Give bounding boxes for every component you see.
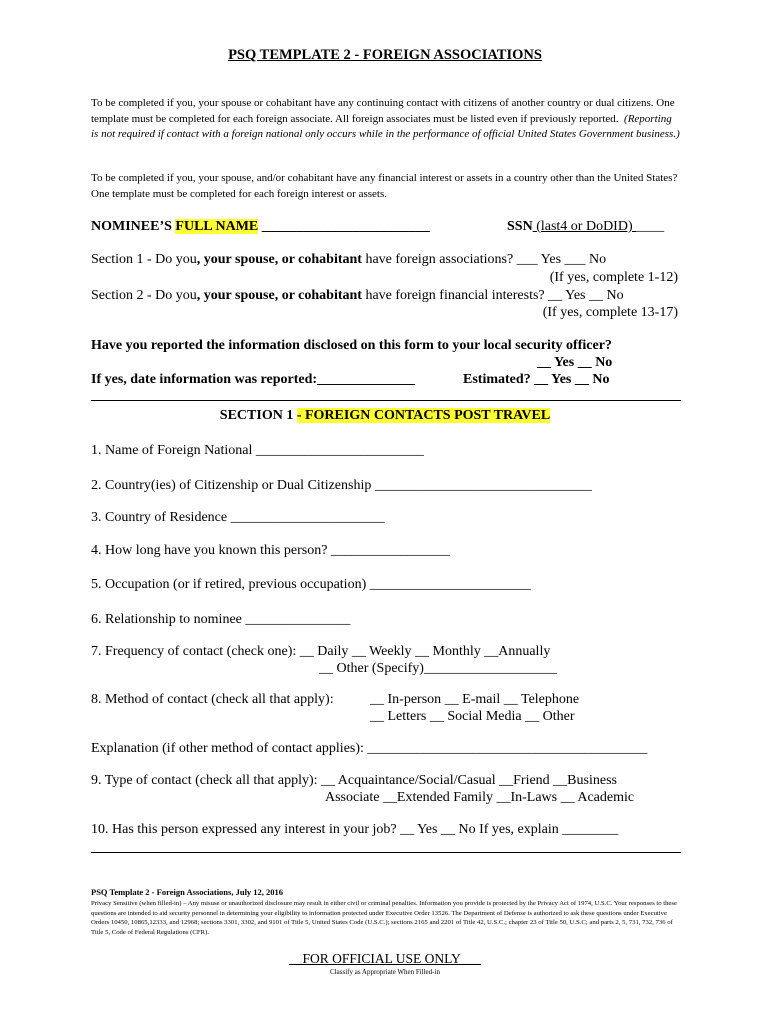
- q7-frequency[interactable]: 7. Frequency of contact (check one): __ Daily __ Weekly __ Monthly __Annually: [91, 644, 551, 659]
- classify-note: Classify as Appropriate When Filled-in: [330, 968, 440, 976]
- privacy-notice: Privacy Sensitive (when filled-in) – Any misuse or unauthorized disclosure may result in either civil or criminal penalties. Information you provide is protected by the Privacy Act of 1974, U.S.C. Your responses to these questions are intended to aid security personnel in determining your eligibility to information protected under Executive Order 13526. The Department of Defense is authorized to ask these questions under Executive Orders 10450, 10865,12333, and 12968; sections 3301, 3302, and 9101 of Title 5, United States Code (U.S.C.); sections 2165 and 2201 of Title 42, U.S.C.; chapter 23 of Title 50, U.S.C; and parts 2, 5, 731, 732, 736 of Title 5, Code of Federal Regulations (CFR).: [91, 900, 677, 936]
- intro-paragraph-1: [91, 96, 681, 143]
- section1-heading-a: SECTION 1: [219, 408, 297, 423]
- section2-text-b: , your spouse, or cohabitant: [196, 288, 362, 303]
- section1-text-b: , your spouse, or cohabitant: [196, 252, 362, 267]
- q10-job-interest[interactable]: 10. Has this person expressed any interest in your job? __ Yes __ No If yes, explain ________: [91, 822, 619, 837]
- ssn-blank[interactable]: ____: [636, 219, 665, 234]
- section2-text-c[interactable]: have foreign financial interests? __ Yes __ No: [361, 288, 624, 303]
- fouo-marking: __FOR OFFICIAL USE ONLY___: [288, 951, 482, 966]
- section-divider: [91, 400, 681, 401]
- ssn-label: SSN: [507, 219, 533, 234]
- q3-country-of-residence[interactable]: 3. Country of Residence ______________________: [91, 510, 385, 525]
- footer-title: PSQ Template 2 - Foreign Associations, July 12, 2016: [91, 887, 284, 897]
- section1-heading-b: - FOREIGN CONTACTS POST TRAVEL: [296, 408, 551, 423]
- q8-method-options-1[interactable]: __ In-person __ E-mail __ Telephone: [370, 692, 580, 707]
- estimated-yes-no[interactable]: Estimated? __ Yes __ No: [463, 372, 610, 387]
- nominee-name-field[interactable]: [91, 219, 430, 235]
- q4-how-long-known[interactable]: 4. How long have you known this person? _________________: [91, 543, 450, 558]
- reported-yes-no[interactable]: __ Yes __ No: [537, 355, 613, 370]
- explanation-field[interactable]: Explanation (if other method of contact applies): ________________________________________: [91, 741, 648, 756]
- section1-text-a: Section 1 - Do you: [91, 252, 197, 267]
- q7-other-specify[interactable]: __ Other (Specify)___________________: [319, 661, 557, 676]
- nominee-name-blank[interactable]: ________________________: [258, 219, 430, 234]
- nominee-label: NOMINEE’S: [91, 219, 176, 234]
- section1-text-c[interactable]: have foreign associations? ___ Yes ___ No: [361, 252, 607, 267]
- page-title: PSQ TEMPLATE 2 - FOREIGN ASSOCIATIONS: [228, 47, 542, 63]
- q10-explain-line[interactable]: [91, 852, 681, 853]
- reported-question: Have you reported the information disclosed on this form to your local security officer?: [91, 338, 612, 353]
- q9-type-options-2[interactable]: Associate __Extended Family __In-Laws __ Academic: [325, 790, 635, 805]
- q6-relationship[interactable]: 6. Relationship to nominee _______________: [91, 612, 351, 627]
- section1-heading: [0, 408, 770, 424]
- q2-citizenship[interactable]: 2. Country(ies) of Citizenship or Dual Citizenship _______________________________: [91, 478, 592, 493]
- section2-question[interactable]: [91, 288, 624, 304]
- section2-text-a: Section 2 - Do you: [91, 288, 197, 303]
- intro-text-1: To be completed if you, your spouse or cohabitant have any continuing contact with citizens of another country or dual citizens. One template must be completed for each foreign associate. All foreign associates must be listed even if previously reported.: [91, 97, 675, 125]
- q8-method-options-2[interactable]: __ Letters __ Social Media __ Other: [370, 709, 575, 724]
- q1-foreign-national-name[interactable]: 1. Name of Foreign National ________________________: [91, 443, 424, 458]
- reported-date-field[interactable]: If yes, date information was reported:______________: [91, 372, 416, 387]
- full-name-label: FULL NAME: [175, 219, 259, 234]
- section1-note: (If yes, complete 1-12): [549, 270, 678, 285]
- q8-method-label: 8. Method of contact (check all that apply):: [91, 692, 334, 707]
- intro-paragraph-2: To be completed if you, your spouse, and/or cohabitant have any financial interest or assets in a country other than the United States? One template must be completed for each foreign interest or assets.: [91, 172, 678, 200]
- ssn-field[interactable]: [507, 219, 664, 235]
- q9-type-of-contact[interactable]: 9. Type of contact (check all that apply): __ Acquaintance/Social/Casual __Friend __Business: [91, 773, 617, 788]
- ssn-hint: (last4 or DoDID): [532, 219, 637, 234]
- intro-italic-note: (Reporting is not required if contact with a foreign national only occurs while in the performance of official United States Government business.): [91, 112, 680, 140]
- section1-question[interactable]: [91, 252, 606, 268]
- section2-note: (If yes, complete 13-17): [542, 305, 678, 320]
- q5-occupation[interactable]: 5. Occupation (or if retired, previous occupation) _______________________: [91, 577, 531, 592]
